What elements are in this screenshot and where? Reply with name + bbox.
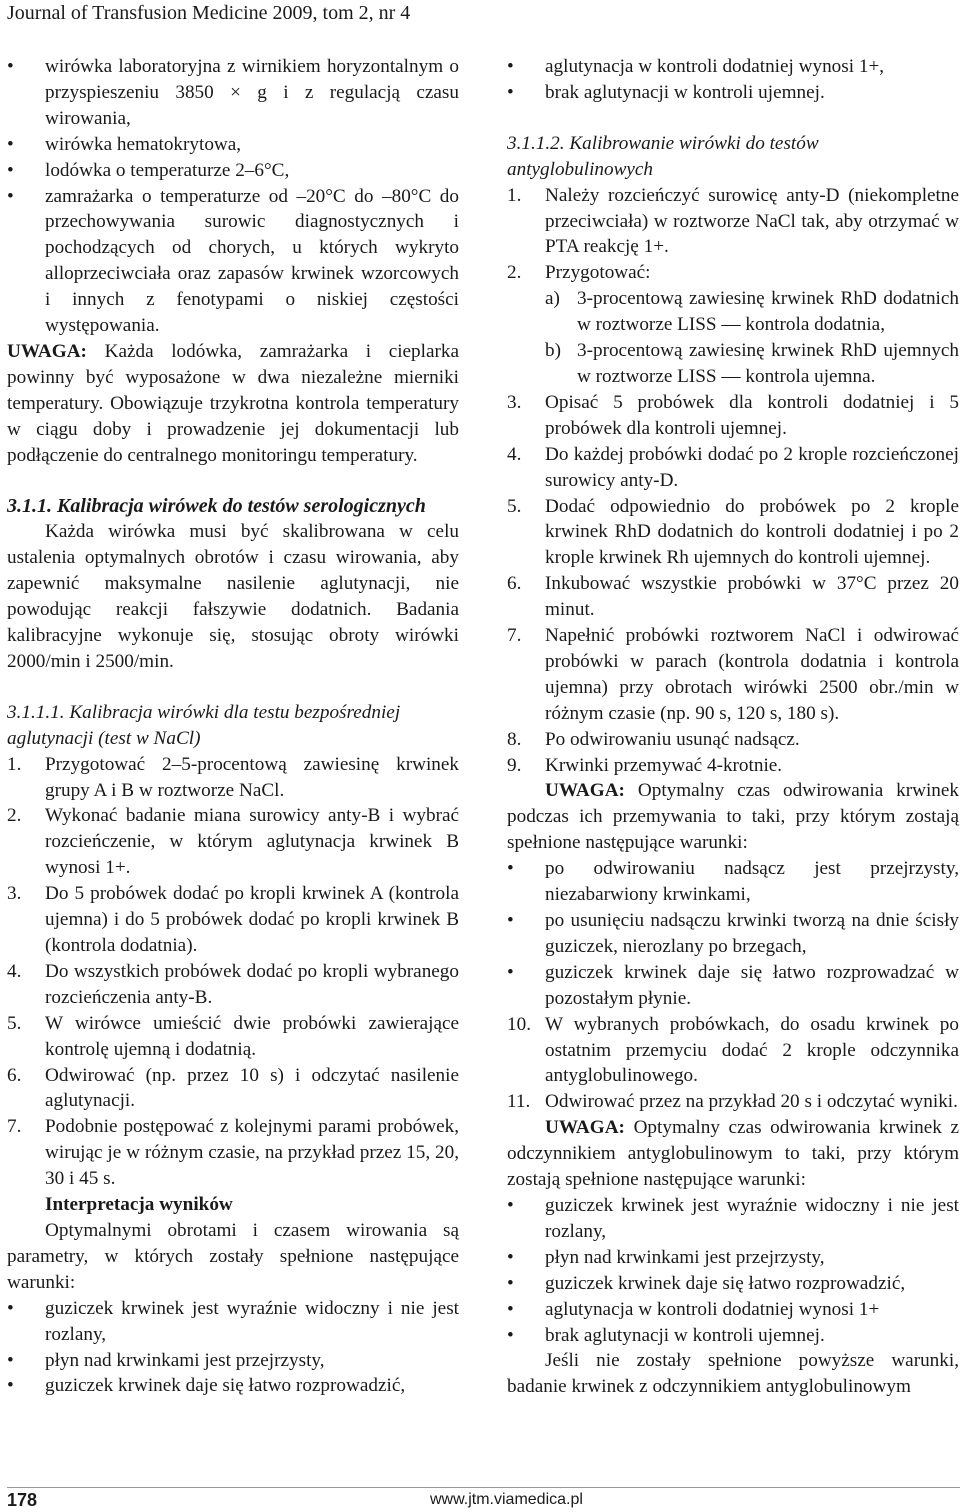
list-item: • aglutynacja w kontroli dodatniej wynosi 1+ [507, 1297, 959, 1323]
step-text: Krwinki przemywać 4-krotnie. [545, 754, 783, 776]
section-heading-3-1-1-1: 3.1.1.1. Kalibracja wirówki dla testu bezpośredniej aglutynacji (test w NaCl) [7, 701, 401, 749]
step-item [507, 571, 959, 623]
step-text: Przygotować: [545, 262, 651, 284]
page-number: 178 [7, 1490, 38, 1510]
step-text: Do wszystkich probówek dodać po kropli wybranego rozcieńczenia anty-B. [45, 960, 459, 1008]
list-item: • płyn nad krwinkami jest przejrzysty, [7, 1348, 459, 1374]
step-item [507, 753, 959, 779]
step-item [7, 1063, 459, 1115]
step-number: 2. [7, 805, 22, 827]
paragraph: Każda wirówka musi być skalibrowana w celu ustalenia optymalnych obrotów i czasu wirowania, aby zapewnić maksymalne nasilenie aglutynacji, nie powodując reakcji fałszywie dodatnich. Badania kalibracyjne wykonuje się, stosując obroty wirówki 2000/min i 2500/min. [7, 521, 459, 672]
uwaga-text: Optymalny czas odwirowania krwinek z odczynnikiem antyglobulinowym to taki, przy którym zostają spełnione następujące warunki: [507, 1117, 959, 1191]
left-column [7, 54, 459, 1399]
step-number: 9. [507, 754, 522, 776]
step-text: W wybranych probówkach, do osadu krwinek po ostatnim przemyciu dodać 2 krople odczynnika antyglobulinowego. [545, 1013, 959, 1087]
list-item: • po odwirowaniu nadsącz jest przejrzysty, niezabarwiony krwinkami, [507, 856, 959, 908]
sub-letter: b) [545, 340, 561, 362]
uwaga-label: UWAGA: [545, 780, 625, 802]
step-number: 8. [507, 728, 522, 750]
step-text: Odwirować (np. przez 10 s) i odczytać nasilenie aglutynacji. [45, 1064, 459, 1112]
list-item: • guziczek krwinek jest wyraźnie widoczny i nie jest rozlany, [507, 1193, 959, 1245]
uwaga-text: Optymalny czas odwirowania krwinek podczas ich przemywania to taki, przy którym zostają spełnione następujące warunki: [507, 780, 959, 854]
step-item [507, 260, 959, 286]
step-number: 5. [507, 495, 522, 517]
step-text: Do każdej probówki dodać po 2 krople rozcieńczonej surowicy anty-D. [545, 443, 959, 491]
interpretation-heading: Interpretacja wyników [45, 1194, 233, 1216]
step-text: Należy rozcieńczyć surowicę anty-D (niekompletne przeciwciała) w roztworze NaCl tak, aby otrzymać w PTA reakcję 1+. [545, 184, 959, 258]
paragraph: Optymalnymi obrotami i czasem wirowania są parametry, w których zostały spełnione następujące warunki: [7, 1219, 459, 1293]
list-item: • brak aglutynacji w kontroli ujemnej. [507, 80, 959, 106]
list-item: • wirówka hematokrytowa, [7, 132, 459, 158]
step-item [507, 1012, 959, 1090]
step-text: Podobnie postępować z kolejnymi parami probówek, wirując je w różnym czasie, na przykład przez 15, 20, 30 i 45 s. [45, 1116, 459, 1190]
section-heading-3-1-1-2: 3.1.1.2. Kalibrowanie wirówki do testów antyglobulinowych [507, 132, 819, 180]
step-item [507, 1089, 959, 1115]
step-text: Odwirować przez na przykład 20 s i odczytać wyniki. [545, 1091, 958, 1113]
sub-text: 3-procentową zawiesinę krwinek RhD dodatnich w roztworze LISS — kontrola dodatnia, [577, 288, 959, 336]
step-item [7, 881, 459, 959]
paragraph: Jeśli nie zostały spełnione powyższe warunki, badanie krwinek z odczynnikiem antyglobulinowym [507, 1350, 959, 1398]
step-item [507, 183, 959, 261]
journal-header: Journal of Transfusion Medicine 2009, tom 2, nr 4 [7, 2, 411, 24]
step-item [507, 727, 959, 753]
list-item: • aglutynacja w kontroli dodatniej wynosi 1+, [507, 54, 959, 80]
step-number: 3. [507, 391, 522, 413]
list-item: • guziczek krwinek daje się łatwo rozprowadzić, [7, 1373, 459, 1399]
list-item: • płyn nad krwinkami jest przejrzysty, [507, 1245, 959, 1271]
uwaga-note [7, 339, 459, 469]
footer-divider [7, 1487, 960, 1488]
step-text: Napełnić probówki roztworem NaCl i odwirować probówki w parach (kontrola dodatnia i kontrola ujemna) przy obrotach wirówki 2500 obr./min w różnym czasie (np. 90 s, 120 s, 180 s). [545, 625, 959, 724]
step-text: Wykonać badanie miana surowicy anty-B i wybrać rozcieńczenie, w którym aglutynacja krwinek B wynosi 1+. [45, 805, 459, 879]
step-number: 10. [507, 1013, 531, 1035]
sub-text: 3-procentową zawiesinę krwinek RhD ujemnych w roztworze LISS — kontrola ujemna. [577, 340, 959, 387]
step-item [507, 442, 959, 494]
step-item [7, 803, 459, 881]
step-number: 4. [7, 960, 22, 982]
list-item: • guziczek krwinek daje się łatwo rozprowadzać w pozostałym płynie. [507, 960, 959, 1012]
step-text: Po odwirowaniu usunąć nadsącz. [545, 728, 800, 750]
journal-url: www.jtm.viamedica.pl [430, 1491, 583, 1508]
list-item: • guziczek krwinek jest wyraźnie widoczny i nie jest rozlany, [7, 1296, 459, 1348]
step-number: 1. [507, 184, 522, 206]
sub-item [507, 338, 959, 390]
list-item: • lodówka o temperaturze 2–6°C, [7, 158, 459, 184]
uwaga-text: Każda lodówka, zamrażarka i cieplarka powinny być wyposażone w dwa niezależne mierniki temperatury. Obowiązuje trzykrotna kontrola temperatury w ciągu doby i prowadzenie jej dokumentacji lub podłączenie do centralnego monitoringu temperatury. [7, 340, 459, 466]
step-number: 7. [507, 625, 522, 647]
right-column [507, 54, 959, 1400]
section-heading-3-1-1: 3.1.1. Kalibracja wirówek do testów serologicznych [7, 494, 426, 517]
step-number: 5. [7, 1012, 22, 1034]
step-text: Przygotować 2–5-procentową zawiesinę krwinek grupy A i B w roztworze NaCl. [45, 753, 459, 801]
step-item [7, 1011, 459, 1063]
step-item [7, 1114, 459, 1192]
step-text: Inkubować wszystkie probówki w 37°C przez 20 minut. [545, 573, 959, 621]
step-number: 11. [507, 1091, 531, 1113]
step-item [507, 390, 959, 442]
step-number: 6. [7, 1064, 22, 1086]
step-item [507, 494, 959, 572]
step-number: 4. [507, 443, 522, 465]
list-item: • guziczek krwinek daje się łatwo rozprowadzić, [507, 1271, 959, 1297]
step-item [507, 623, 959, 727]
list-item: • po usunięciu nadsączu krwinki tworzą na dnie ścisły guziczek, nierozlany po brzegach, [507, 908, 959, 960]
step-number: 6. [507, 573, 522, 595]
uwaga-label: UWAGA: [545, 1117, 625, 1139]
uwaga-note [507, 778, 959, 856]
step-number: 7. [7, 1116, 22, 1138]
uwaga-note [507, 1115, 959, 1193]
sub-item [507, 286, 959, 338]
step-number: 1. [7, 753, 22, 775]
list-item: • zamrażarka o temperaturze od –20°C do –80°C do przechowywania surowic diagnostycznych i pochodzących od chorych, u których wykryto alloprzeciwciała oraz zapasów krwinek wzorcowych i innych z fenotypami o niskiej częstości występowania. [7, 184, 459, 339]
step-text: Do 5 probówek dodać po kropli krwinek A (kontrola ujemna) i do 5 probówek dodać po kropli krwinek B (kontrola dodatnia). [45, 883, 459, 956]
uwaga-label: UWAGA: [7, 340, 87, 362]
step-text: Dodać odpowiednio do probówek po 2 krople krwinek RhD dodatnich do kontroli dodatniej i po 2 krople krwinek Rh ujemnych do kontroli ujemnej. [545, 495, 959, 569]
step-text: W wirówce umieścić dwie probówki zawierające kontrolę ujemną i dodatnią. [45, 1012, 459, 1060]
step-item [7, 752, 459, 804]
step-item [7, 959, 459, 1011]
step-text: Opisać 5 probówek dla kontroli dodatniej i 5 probówek dla kontroli ujemnej. [545, 391, 959, 439]
step-number: 2. [507, 262, 522, 284]
step-number: 3. [7, 883, 22, 905]
sub-letter: a) [545, 288, 560, 310]
list-item: • brak aglutynacji w kontroli ujemnej. [507, 1323, 959, 1349]
list-item: • wirówka laboratoryjna z wirnikiem horyzontalnym o przyspieszeniu 3850 × g i z regulacją czasu wirowania, [7, 54, 459, 132]
